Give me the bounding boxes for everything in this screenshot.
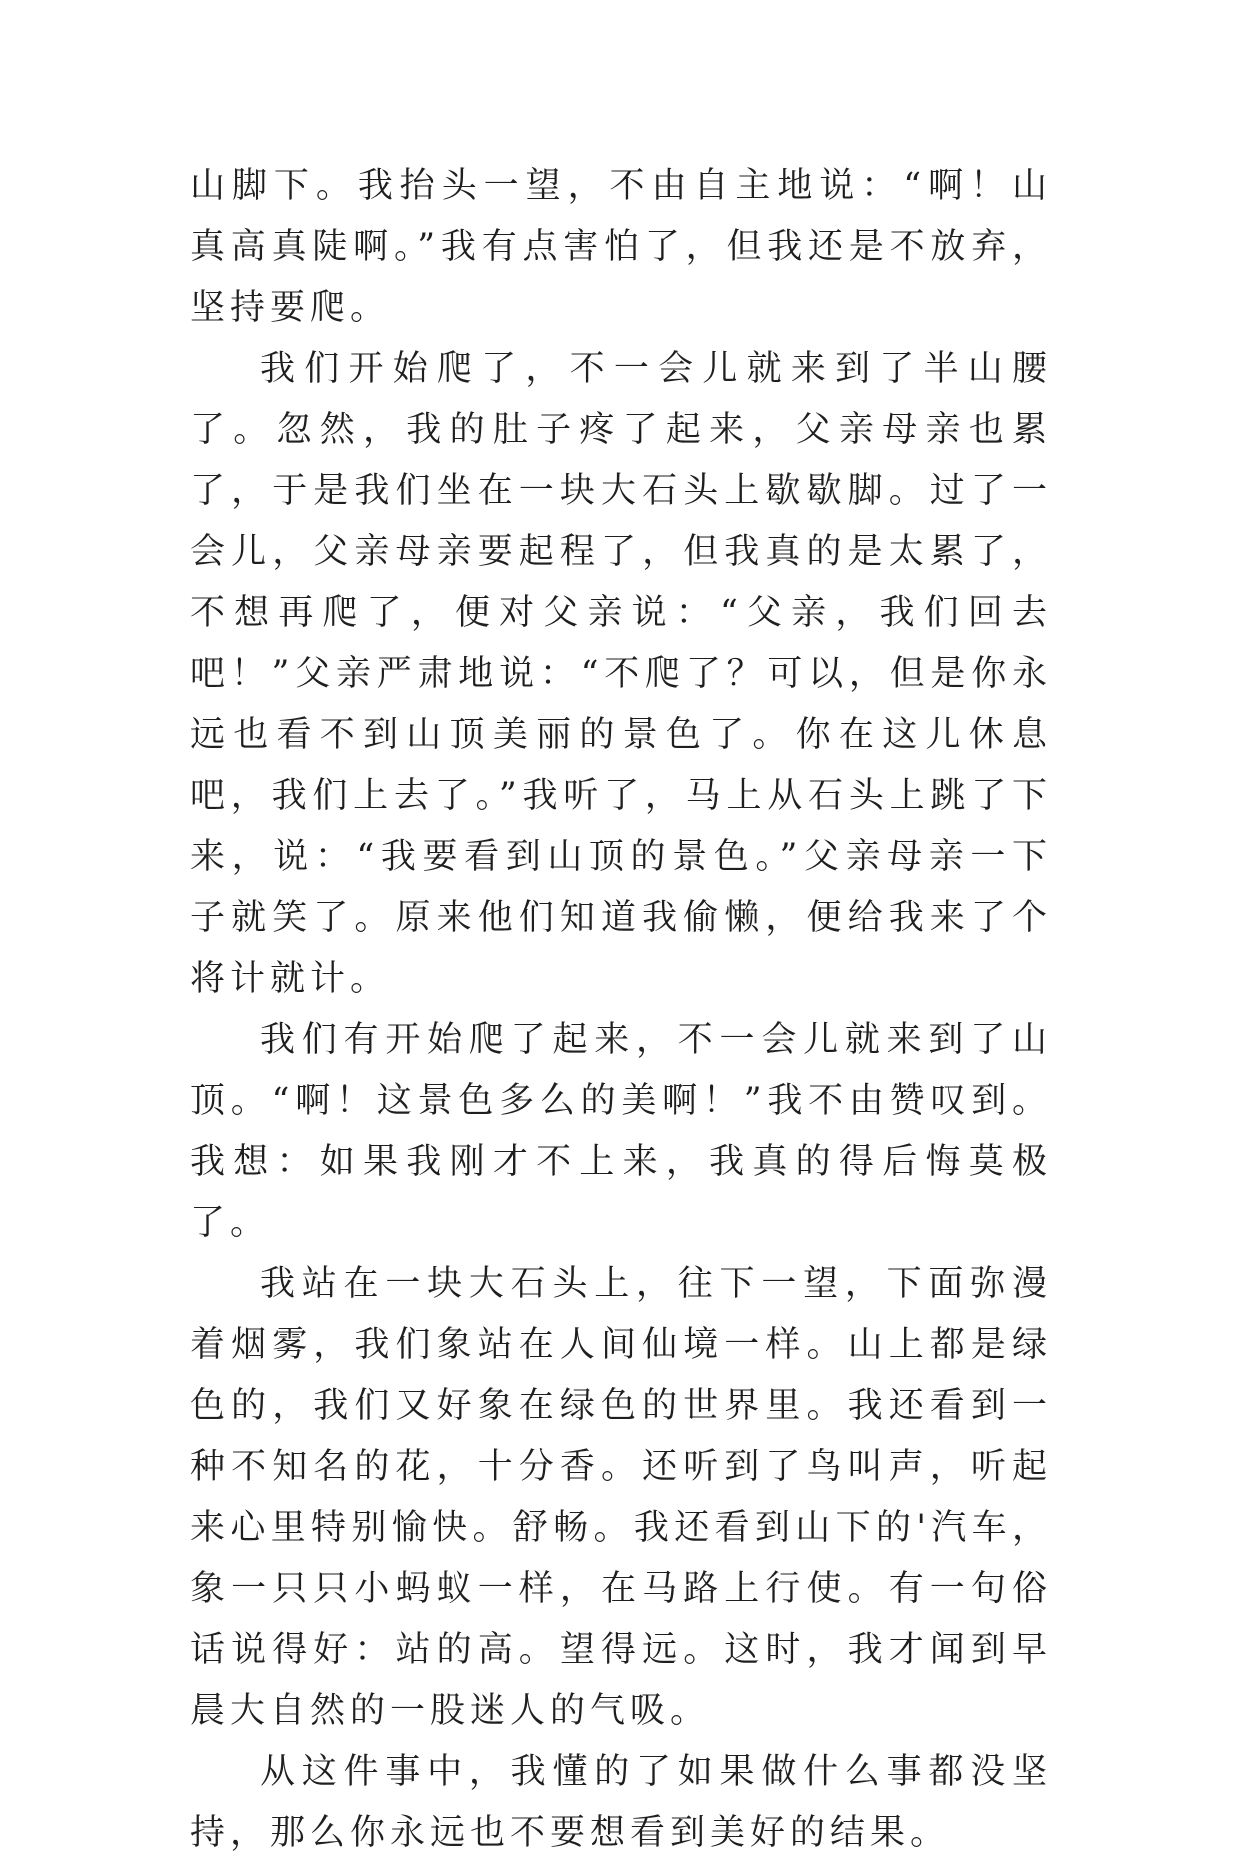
paragraph-2: 我们开始爬了，不一会儿就来到了半山腰了。忽然，我的肚子疼了起来，父亲母亲也累了，于是我们坐在一块大石头上歇歇脚。过了一会儿，父亲母亲要起程了，但我真的是太累了，不想再爬了，便对父亲说：“父亲，我们回去吧！”父亲严肃地说：“不爬了？可以，但是你永远也看不到山顶美丽的景色了。你在这儿休息吧，我们上去了。”我听了，马上从石头上跳了下来，说：“我要看到山顶的景色。”父亲母亲一下子就笑了。原来他们知道我偷懒，便给我来了个将计就计。 [190, 349, 1052, 999]
document-body [190, 156, 1052, 1864]
paragraph-1: 山脚下。我抬头一望，不由自主地说：“啊！山真高真陡啊。”我有点害怕了，但我还是不放弃，坚持要爬。 [190, 166, 1052, 328]
paragraph-4: 我站在一块大石头上，往下一望，下面弥漫着烟雾，我们象站在人间仙境一样。山上都是绿色的，我们又好象在绿色的世界里。我还看到一种不知名的花，十分香。还听到了鸟叫声，听起来心里特别愉快。舒畅。我还看到山下的'汽车，象一只只小蚂蚁一样，在马路上行使。有一句俗话说得好：站的高。望得远。这时，我才闻到早晨大自然的一股迷人的气吸。 [190, 1264, 1052, 1731]
paragraph-5: 从这件事中，我懂的了如果做什么事都没坚持，那么你永远也不要想看到美好的结果。 [190, 1752, 1052, 1853]
paragraph-3: 我们有开始爬了起来，不一会儿就来到了山顶。“啊！这景色多么的美啊！”我不由赞叹到。我想：如果我刚才不上来，我真的得后悔莫极了。 [190, 1020, 1052, 1243]
